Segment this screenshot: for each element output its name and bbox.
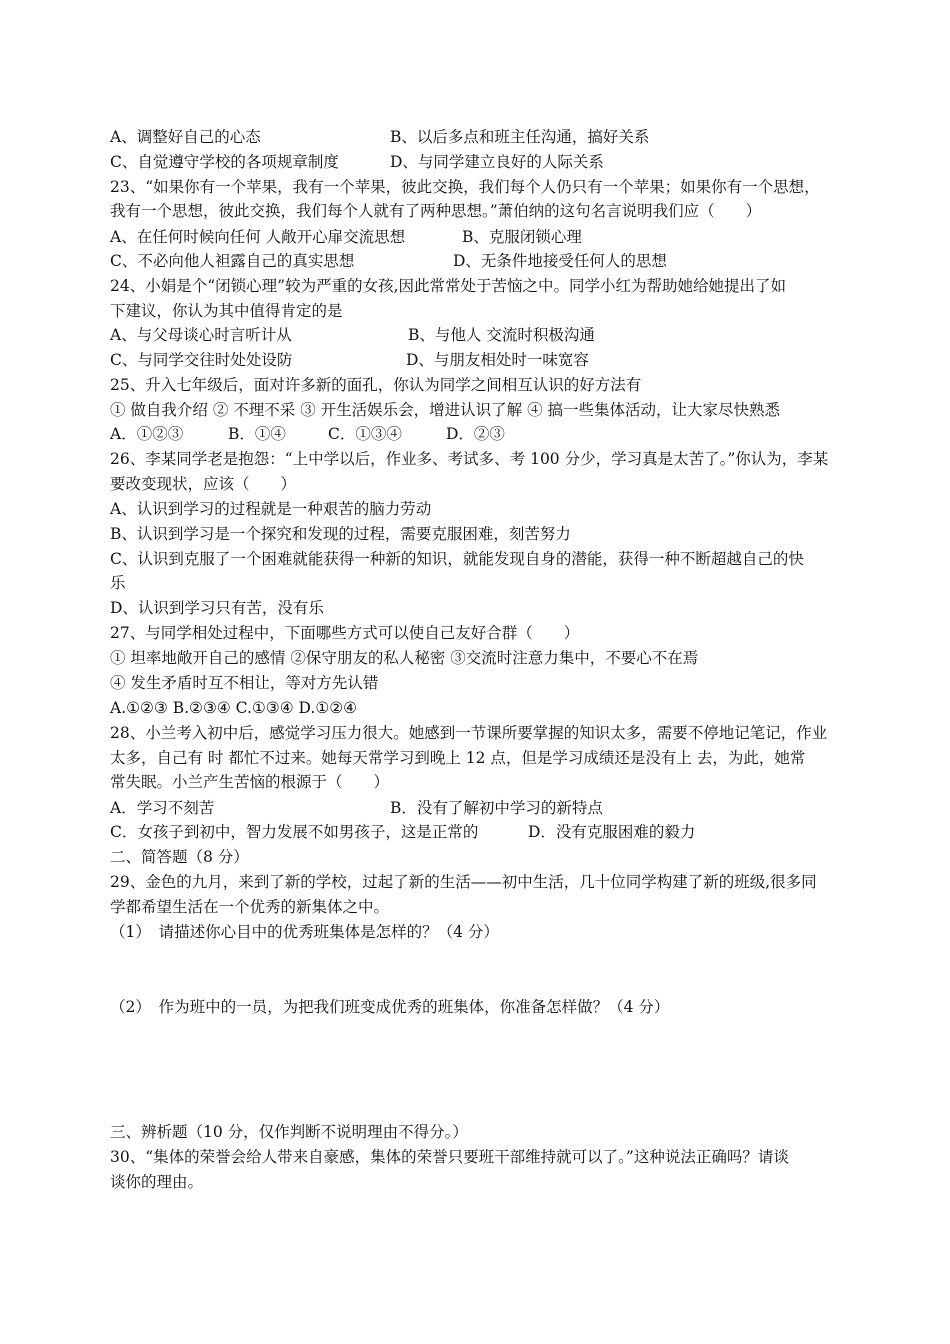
q25-option-b: B．①④ bbox=[228, 425, 286, 443]
q23-option-b: B、克服闭锁心理 bbox=[462, 228, 582, 246]
q23-option-d: D、无条件地接受任何人的思想 bbox=[453, 252, 667, 270]
q24-option-a: A、与父母谈心时言听计从 bbox=[110, 326, 292, 344]
q26-option-c-line-1: C、认识到克服了一个困难就能获得一种新的知识，就能发现自身的潜能，获得一种不断超越自己的快 bbox=[110, 550, 804, 568]
q26-stem-line-2: 要改变现状，应该（ ） bbox=[110, 475, 297, 493]
q24-stem-line-1: 24、小娟是个“闭锁心理”较为严重的女孩,因此常常处于苦恼之中。同学小红为帮助她给她提出了如 bbox=[110, 277, 787, 295]
q28-stem-line-2: 太多，自己有 时 都忙不过来。她每天常学习到晚上 12 点，但是学习成绩还是没有上 去，为此，她常 bbox=[110, 749, 806, 767]
q25-option-a: A．①②③ bbox=[110, 425, 184, 443]
q29-sub-question-1: （1） 请描述你心目中的优秀班集体是怎样的？（4 分） bbox=[110, 923, 499, 941]
q23-option-c: C、不必向他人袒露自己的真实思想 bbox=[110, 252, 355, 270]
q23-stem-line-2: 我有一个思想，彼此交换，我们每个人就有了两种思想。”萧伯纳的这句名言说明我们应（ ） bbox=[110, 202, 762, 220]
q25-option-c: C．①③④ bbox=[328, 425, 402, 443]
q22-options-row-1 bbox=[110, 125, 850, 149]
q26-option-d: D、认识到学习只有苦，没有乐 bbox=[110, 599, 324, 617]
q22-options-row-2 bbox=[110, 150, 850, 174]
q28-option-a: A．学习不刻苦 bbox=[110, 799, 215, 817]
q26-option-a: A、认识到学习的过程就是一种艰苦的脑力劳动 bbox=[110, 500, 432, 518]
q22-option-d: D、与同学建立良好的人际关系 bbox=[390, 153, 604, 171]
q29-sub-question-2: （2） 作为班中的一员，为把我们班变成优秀的班集体，你准备怎样做？（4 分） bbox=[110, 998, 670, 1016]
q24-stem-line-2: 下建议，你认为其中值得肯定的是 bbox=[110, 302, 343, 320]
q25-options-row bbox=[110, 422, 850, 446]
q25-stem: 25、升入七年级后，面对许多新的面孔，你认为同学之间相互认识的好方法有 bbox=[110, 376, 642, 394]
q24-options-row-2 bbox=[110, 348, 850, 372]
q22-option-a: A、调整好自己的心态 bbox=[110, 128, 261, 146]
q29-stem-line-1: 29、金色的九月，来到了新的学校，过起了新的生活——初中生活，几十位同学构建了新的班级,很多同 bbox=[110, 873, 817, 891]
q24-options-row-1 bbox=[110, 323, 850, 347]
q28-option-b: B．没有了解初中学习的新特点 bbox=[390, 799, 603, 817]
q24-option-b: B、与他人 交流时积极沟通 bbox=[408, 326, 595, 344]
q27-options: A.①②③ B.②③④ C.①③④ D.①②④ bbox=[110, 699, 358, 717]
q28-option-c: C．女孩子到初中，智力发展不如男孩子，这是正常的 bbox=[110, 823, 479, 841]
q27-stem: 27、与同学相处过程中，下面哪些方式可以使自己友好合群（ ） bbox=[110, 624, 580, 642]
q26-stem-line-1: 26、李某同学老是抱怨：“上中学以后，作业多、考试多、考 100 分少，学习真是太苦了。”你认为，李某 bbox=[110, 450, 829, 468]
q22-option-b: B、以后多点和班主任沟通，搞好关系 bbox=[390, 128, 650, 146]
q28-options-row-2 bbox=[110, 820, 850, 844]
q23-stem-line-1: 23、“如果你有一个苹果，我有一个苹果，彼此交换，我们每个人仍只有一个苹果；如果你有一个思想， bbox=[110, 178, 820, 196]
q29-stem-line-2: 学都希望生活在一个优秀的新集体之中。 bbox=[110, 898, 390, 916]
section-3-title: 三、辨析题（10 分，仅作判断不说明理由不得分。） bbox=[110, 1123, 468, 1141]
section-2-title: 二、简答题（8 分） bbox=[110, 848, 249, 866]
q24-option-c: C、与同学交往时处处设防 bbox=[110, 351, 293, 369]
q24-option-d: D、与朋友相处时一味宽容 bbox=[406, 351, 589, 369]
q28-stem-line-1: 28、小兰考入初中后，感觉学习压力很大。她感到一节课所要掌握的知识太多，需要不停地记笔记，作业 bbox=[110, 724, 828, 742]
q25-option-d: D．②③ bbox=[446, 425, 505, 443]
q28-options-row-1 bbox=[110, 796, 850, 820]
q25-items: ① 做自我介绍 ② 不理不采 ③ 开生活娱乐会，增进认识了解 ④ 搞一些集体活动，让大家尽快熟悉 bbox=[110, 401, 780, 419]
q28-option-d: D．没有克服困难的毅力 bbox=[528, 823, 696, 841]
q28-stem-line-3: 常失眠。小兰产生苦恼的根源于（ ） bbox=[110, 773, 390, 791]
q30-stem-line-1: 30、“集体的荣誉会给人带来自豪感，集体的荣誉只要班干部维持就可以了。”这种说法正确吗？请谈 bbox=[110, 1148, 789, 1166]
q23-options-row-2 bbox=[110, 249, 850, 273]
q26-option-b: B、认识到学习是一个探究和发现的过程，需要克服困难，刻苦努力 bbox=[110, 525, 571, 543]
q27-items-line-2: ④ 发生矛盾时互不相让，等对方先认错 bbox=[110, 674, 379, 692]
q26-option-c-line-2: 乐 bbox=[110, 574, 126, 592]
q23-option-a: A、在任何时候向任何 人敞开心扉交流思想 bbox=[110, 228, 406, 246]
q27-items-line-1: ① 坦率地敞开自己的感情 ②保守朋友的私人秘密 ③交流时注意力集中，不要心不在焉 bbox=[110, 649, 699, 667]
q23-options-row-1 bbox=[110, 225, 850, 249]
q30-stem-line-2: 谈你的理由。 bbox=[110, 1173, 204, 1191]
q22-option-c: C、自觉遵守学校的各项规章制度 bbox=[110, 153, 339, 171]
